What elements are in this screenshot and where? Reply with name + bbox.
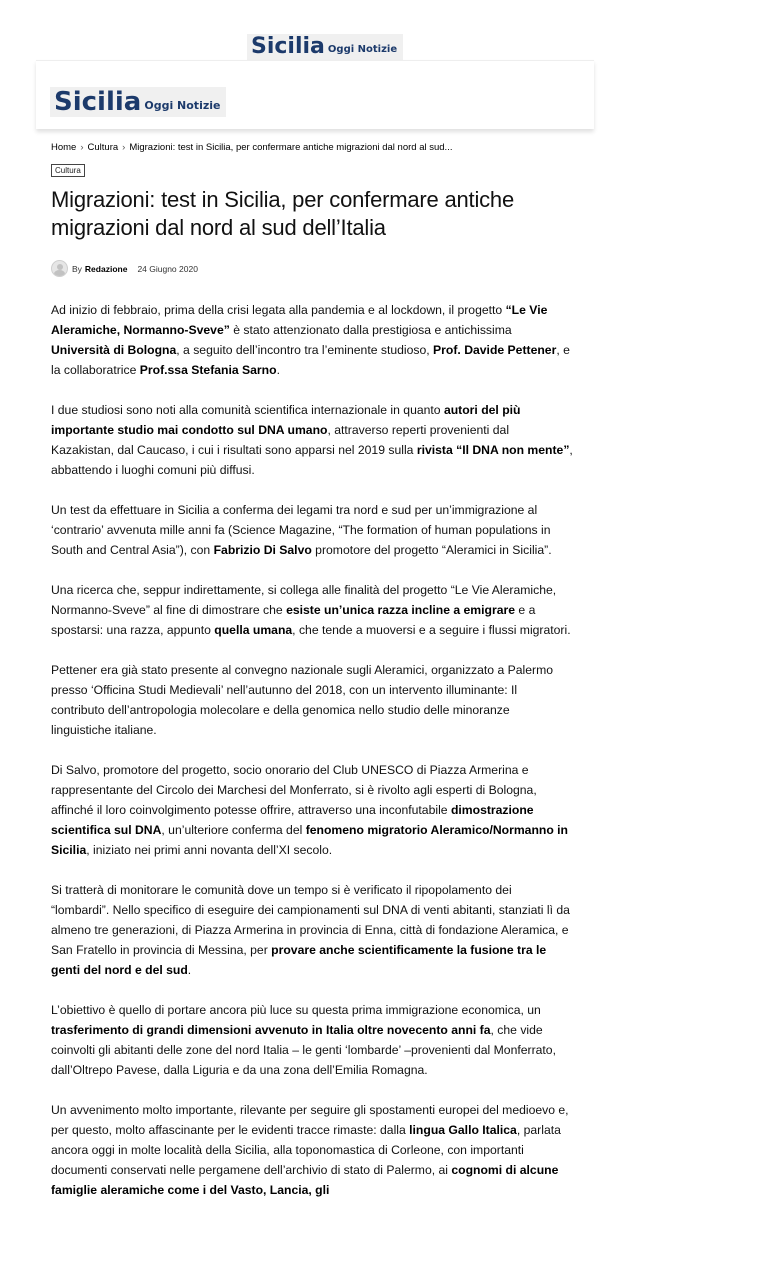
article-paragraph	[51, 300, 573, 380]
breadcrumb-home-link[interactable]: Home	[51, 142, 77, 153]
bold-text: rivista “Il DNA non mente”	[416, 443, 570, 457]
article-paragraph	[51, 880, 573, 980]
paragraph-text: , abbattendo i luoghi comuni più diffusi.	[51, 443, 573, 477]
logo-sub-text: Oggi Notizie	[144, 99, 221, 112]
article-paragraph	[51, 400, 573, 480]
paragraph-text: , iniziato nei primi anni novanta dell’XI secolo.	[86, 843, 333, 857]
article-meta	[51, 260, 198, 277]
bold-text: lingua Gallo Italica	[409, 1123, 517, 1137]
logo-sub-text: Oggi Notizie	[327, 44, 398, 55]
bold-text: Prof. Davide Pettener	[433, 343, 557, 357]
top-site-logo[interactable]	[247, 34, 403, 60]
bold-text: quella umana	[214, 623, 293, 637]
paragraph-text: , e la collaboratrice	[51, 343, 570, 377]
paragraph-text: , attraverso reperti provenienti dal Kazakistan, dal Caucaso, i cui i risultati sono apparsi nel 2019 sulla	[51, 423, 510, 457]
bold-text: Fabrizio Di Salvo	[213, 543, 312, 557]
paragraph-text: I due studiosi sono noti alla comunità scientifica internazionale in quanto	[51, 403, 444, 417]
bold-text: cognomi di alcune famiglie aleramiche come i del Vasto, Lancia, gli	[51, 1163, 559, 1197]
breadcrumb	[51, 142, 452, 153]
author-avatar-icon	[51, 260, 68, 277]
paragraph-text: Una ricerca che, seppur indirettamente, si collega alle finalità del progetto “Le Vie Aleramiche, Normanno-Sveve” al fine di dimostrare che	[51, 583, 557, 617]
paragraph-text: e a spostarsi: una razza, appunto	[51, 603, 536, 637]
paragraph-text: , a seguito dell’incontro tra l’eminente studioso,	[176, 343, 434, 357]
breadcrumb-current: Migrazioni: test in Sicilia, per confermare antiche migrazioni dal nord al sud...	[129, 142, 453, 153]
breadcrumb-category-link[interactable]: Cultura	[87, 142, 119, 153]
breadcrumb-separator: ›	[80, 142, 84, 153]
category-badge[interactable]: Cultura	[51, 164, 85, 177]
paragraph-text: è stato attenzionato dalla prestigiosa e antichissima	[229, 323, 512, 337]
bold-text: Prof.ssa Stefania Sarno	[139, 363, 277, 377]
paragraph-text: , parlata ancora oggi in molte località della Sicilia, alla toponomastica di Corleone, con importanti documenti conservati nelle pergamene dell’archivio di stato di Palermo, ai	[51, 1123, 561, 1177]
paragraph-text: Ad inizio di febbraio, prima della crisi legata alla pandemia e al lockdown, il progetto	[51, 303, 506, 317]
paragraph-text: L’obiettivo è quello di portare ancora più luce su questa prima immigrazione economica, un	[51, 1003, 541, 1017]
publish-date: 24 Giugno 2020	[137, 263, 198, 274]
author-link[interactable]: Redazione	[84, 263, 128, 274]
bold-text: Università di Bologna	[51, 343, 177, 357]
paragraph-text: Di Salvo, promotore del progetto, socio onorario del Club UNESCO di Piazza Armerina e rappresentante del Circolo dei Marchesi del Monferrato, si è rivolto agli esperti di Bologna, affinché il loro coinvolgimento potesse offrire, attraverso una inconfutabile	[51, 763, 537, 817]
bold-text: “Le Vie Aleramiche, Normanno-Sveve”	[51, 303, 548, 337]
byline-prefix: By	[72, 263, 82, 274]
paragraph-text: Un test da effettuare in Sicilia a conferma dei legami tra nord e sud per un’immigrazione al ‘contrario’ avvenuta mille anni fa (Science Magazine, “The formation of human populations in South and Central Asia”), con	[51, 503, 551, 557]
paragraph-text: promotore del progetto “Aleramici in Sicilia”.	[311, 543, 552, 557]
paragraph-text: Si tratterà di monitorare le comunità dove un tempo si è verificato il ripopolamento dei “lombardi”. Nello specifico di eseguire dei campionamenti sul DNA di venti abitanti, stanziati lì da almeno tre generazioni, di Piazza Armerina in provincia di Enna, città di fondazione Aleramica, e San Fratello in provincia di Messina, per	[51, 883, 570, 957]
bold-text: autori del più importante studio mai condotto sul DNA umano	[51, 403, 521, 437]
bold-text: fenomeno migratorio Aleramico/Normanno in Sicilia	[51, 823, 568, 857]
article-body	[51, 300, 573, 1220]
bold-text: provare anche scientificamente la fusione tra le genti del nord e del sud	[51, 943, 547, 977]
article-paragraph	[51, 660, 573, 740]
article-paragraph	[51, 1000, 573, 1080]
logo-main-text: Sicilia	[54, 87, 142, 117]
paragraph-text: .	[187, 963, 192, 977]
paragraph-text: Un avvenimento molto importante, rilevante per seguire gli spostamenti europei del medioevo e, per questo, molto affascinante per le evidenti tracce rimaste: dalla	[51, 1103, 569, 1137]
breadcrumb-separator: ›	[122, 142, 126, 153]
paragraph-text: Pettener era già stato presente al convegno nazionale sugli Aleramici, organizzato a Palermo presso ‘Officina Studi Medievali’ nell’autunno del 2018, con un intervento illuminante: Il contributo dell’antropologia molecolare e della genomica nello studio delle minoranze linguistiche italiane.	[51, 663, 554, 737]
article-paragraph	[51, 1100, 573, 1200]
paragraph-text: , che tende a muoversi e a seguire i flussi migratori.	[292, 623, 571, 637]
article-paragraph	[51, 760, 573, 860]
paragraph-text: , che vide coinvolti gli abitanti delle zone del nord Italia – le genti ‘lombarde’ –provenienti dal Monferrato, dall’Oltrepo Pavese, dalla Liguria e da una zona dell’Emilia Romagna.	[51, 1023, 556, 1077]
logo-main-text: Sicilia	[251, 34, 325, 59]
header-site-logo[interactable]	[50, 87, 226, 117]
paragraph-text: , un’ulteriore conferma del	[161, 823, 306, 837]
article-paragraph	[51, 500, 573, 560]
bold-text: esiste un’unica razza incline a emigrare	[286, 603, 516, 617]
article-paragraph	[51, 580, 573, 640]
bold-text: dimostrazione scientifica sul DNA	[51, 803, 534, 837]
article-title: Migrazioni: test in Sicilia, per confermare antiche migrazioni dal nord al sud dell’Italia	[51, 187, 515, 240]
bold-text: trasferimento di grandi dimensioni avvenuto in Italia oltre novecento anni fa	[51, 1023, 491, 1037]
paragraph-text: .	[276, 363, 280, 377]
